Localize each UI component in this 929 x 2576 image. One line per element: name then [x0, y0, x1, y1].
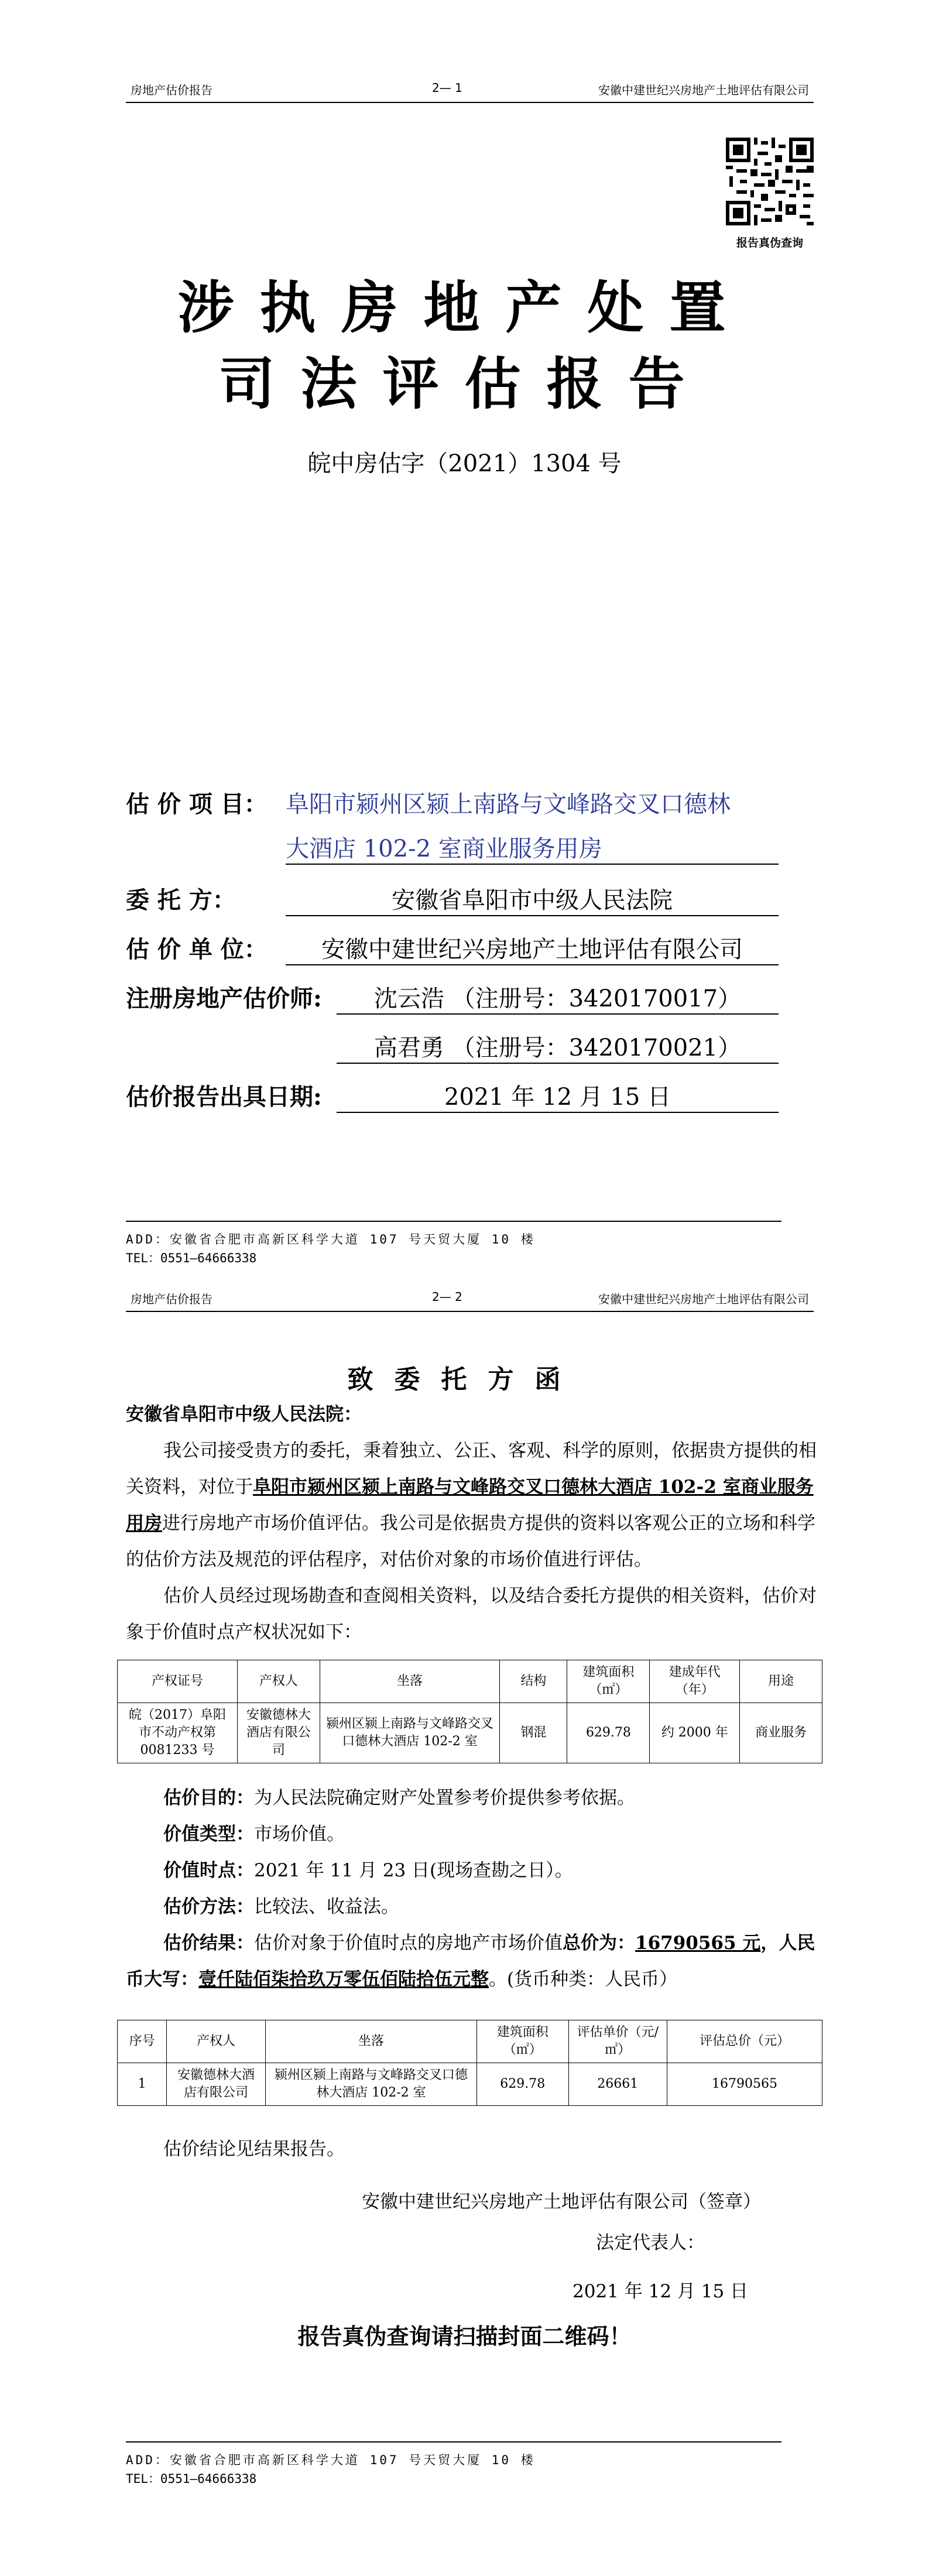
conclusion-block [126, 2131, 822, 2167]
letter-recipient: 安徽省阜阳市中级人民法院： [126, 1404, 362, 1425]
table-header-cell: 产权人 [167, 2020, 266, 2063]
verification-note: 报告真伪查询请扫描封面二维码！ [297, 2323, 632, 2349]
project-label: 估 价 项 目： [126, 790, 268, 818]
header-company: 安徽中建世纪兴房地产土地评估有限公司 [598, 83, 809, 97]
method-value: 比较法、收益法。 [254, 1896, 399, 1917]
footer-rule [126, 2441, 781, 2443]
table-cell: 16790565 [667, 2063, 822, 2106]
table-header-cell: 序号 [118, 2020, 167, 2063]
result-text-c: ，人民币大写： [126, 1933, 815, 1990]
company-signature: 安徽中建世纪兴房地产土地评估有限公司（签章） [362, 2191, 761, 2212]
table-header-cell: 评估总价（元） [667, 2020, 822, 2063]
purpose-value: 为人民法院确定财产处置参考价提供参考依据。 [254, 1787, 635, 1808]
table-cell: 1 [118, 2063, 167, 2106]
table-cell: 皖（2017）阜阳市不动产权第 0081233 号 [118, 1703, 238, 1763]
result-text-d: 。(货币种类：人民币） [489, 1969, 678, 1990]
appraiser-org-label: 估 价 单 位： [126, 936, 268, 963]
purpose-line [126, 1780, 822, 1816]
report-date-label: 估价报告出具日期: [126, 1083, 322, 1111]
header-doc-type: 房地产估价报告 [131, 1292, 212, 1306]
table-cell: 钢混 [500, 1703, 567, 1763]
letter-title: 致委托方函 [347, 1365, 582, 1395]
table-header-cell: 产权人 [237, 1660, 320, 1703]
table-cell: 26661 [568, 2063, 667, 2106]
table-header-cell: 评估单价（元/㎡） [568, 2020, 667, 2063]
footer-tel: TEL：0551—64666338 [126, 1251, 257, 1265]
method-line [126, 1889, 822, 1925]
project-line1: 阜阳市颍州区颍上南路与文峰路交叉口德林 [286, 791, 731, 818]
cover-title-line2: 司法评估报告 [218, 351, 711, 417]
letter-date: 2021 年 12 月 15 日 [573, 2281, 749, 2302]
table-header-cell: 结构 [500, 1660, 567, 1703]
header-company: 安徽中建世纪兴房地产土地评估有限公司 [598, 1292, 809, 1306]
page-header [126, 1279, 814, 1312]
result-amount: 16790565 元 [635, 1933, 761, 1954]
project-line2: 大酒店 102-2 室商业服务用房 [286, 830, 779, 865]
table-cell: 颍州区颍上南路与文峰路交叉口德林大酒店 102-2 室 [320, 1703, 499, 1763]
table-header-cell: 产权证号 [118, 1660, 238, 1703]
value-type-label: 价值类型： [163, 1824, 254, 1845]
table-row [118, 2063, 822, 2106]
table-cell: 629.78 [477, 2063, 569, 2106]
value-type-line [126, 1816, 822, 1852]
page-footer [126, 1221, 781, 1268]
appraiser-org-value: 安徽中建世纪兴房地产土地评估有限公司 [286, 931, 779, 965]
p1-text-c: 进行房地产市场价值评估。我公司是依据贵方提供的资料以客观公正的立场和科学的估价方法及规范的评估程序，对估价对象的市场价值进行评估。 [126, 1513, 815, 1570]
table-cell: 安徽德林大酒店有限公司 [237, 1703, 320, 1763]
table-cell: 629.78 [567, 1703, 650, 1763]
method-label: 估价方法： [163, 1896, 254, 1917]
value-date-label: 价值时点： [163, 1860, 254, 1881]
value-date-line [126, 1852, 822, 1889]
appraiser-1: 沈云浩 （注册号：3420170017） [337, 980, 779, 1015]
client-value: 安徽省阜阳市中级人民法院 [286, 882, 779, 916]
result-amount-upper: 壹仟陆佰柒拾玖万零伍佰陆拾伍元整 [198, 1969, 489, 1990]
registered-appraiser-label: 注册房地产估价师: [126, 985, 322, 1012]
property-rights-table [117, 1660, 822, 1763]
table-row [118, 1703, 822, 1763]
qr-code-icon[interactable] [726, 138, 814, 225]
table-header-cell: 坐落 [265, 2020, 477, 2063]
value-date-value: 2021 年 11 月 23 日(现场查勘之日）。 [254, 1860, 573, 1881]
client-label: 委 托 方： [126, 886, 236, 914]
table-header-cell: 建成年代（年） [650, 1660, 740, 1703]
legal-representative: 法定代表人： [596, 2232, 705, 2253]
conclusion-line: 估价结论见结果报告。 [163, 2139, 345, 2160]
result-text-a: 估价对象于价值时点的房地产市场价值 [254, 1933, 563, 1954]
letter-body-2 [126, 1780, 822, 1998]
purpose-label: 估价目的： [163, 1787, 254, 1808]
letter-body-1 [126, 1396, 822, 1650]
table-cell: 约 2000 年 [650, 1703, 740, 1763]
valuation-result-table [117, 2020, 822, 2106]
page-footer [126, 2441, 781, 2488]
table-cell: 安徽德林大酒店有限公司 [167, 2063, 266, 2106]
p1-text-a: 我公司接受贵方的委托，秉着独立、公正、客观、科学的原则，依据贵方提供的相关资料，对位于 [126, 1440, 817, 1498]
header-rule [126, 102, 814, 103]
appraiser-2: 高君勇 （注册号：3420170021） [337, 1029, 779, 1064]
header-doc-type: 房地产估价报告 [131, 83, 212, 97]
footer-address: ADD：安徽省合肥市高新区科学大道 107 号天贸大厦 10 楼 [126, 1232, 536, 1246]
table-header-cell: 建筑面积（㎡） [567, 1660, 650, 1703]
result-text-b: 总价为： [563, 1933, 635, 1954]
qr-caption: 报告真伪查询 [736, 237, 803, 249]
letter-paragraph-2: 估价人员经过现场勘查和查阅相关资料，以及结合委托方提供的相关资料，估价对象于价值时点产权状况如下： [126, 1585, 817, 1643]
header-rule [126, 1311, 814, 1312]
p1-property-address: 阜阳市颍州区颍上南路与文峰路交叉口德林大酒店 102-2 室商业服务用房 [126, 1477, 814, 1534]
result-label: 估价结果： [163, 1933, 254, 1954]
result-line [126, 1925, 822, 1998]
table-header-cell: 用途 [740, 1660, 822, 1703]
table-cell: 商业服务 [740, 1703, 822, 1763]
table-header-row [118, 2020, 822, 2063]
letter-paragraph-1 [126, 1433, 822, 1578]
table-header-row [118, 1660, 822, 1703]
value-type-value: 市场价值。 [254, 1824, 345, 1845]
header-page-number: 2— 1 [432, 81, 462, 95]
footer-rule [126, 1221, 781, 1222]
report-date-value: 2021 年 12 月 15 日 [337, 1078, 779, 1113]
page-header [126, 70, 814, 103]
table-header-cell: 坐落 [320, 1660, 499, 1703]
cover-title-line1: 涉执房地产处置 [177, 275, 752, 341]
footer-tel: TEL：0551—64666338 [126, 2472, 257, 2486]
table-header-cell: 建筑面积（㎡） [477, 2020, 569, 2063]
footer-address: ADD：安徽省合肥市高新区科学大道 107 号天贸大厦 10 楼 [126, 2453, 536, 2467]
document-number: 皖中房估字（2021）1304 号 [307, 450, 622, 477]
table-cell: 颍州区颍上南路与文峰路交叉口德林大酒店 102-2 室 [265, 2063, 477, 2106]
header-page-number: 2— 2 [432, 1290, 462, 1304]
